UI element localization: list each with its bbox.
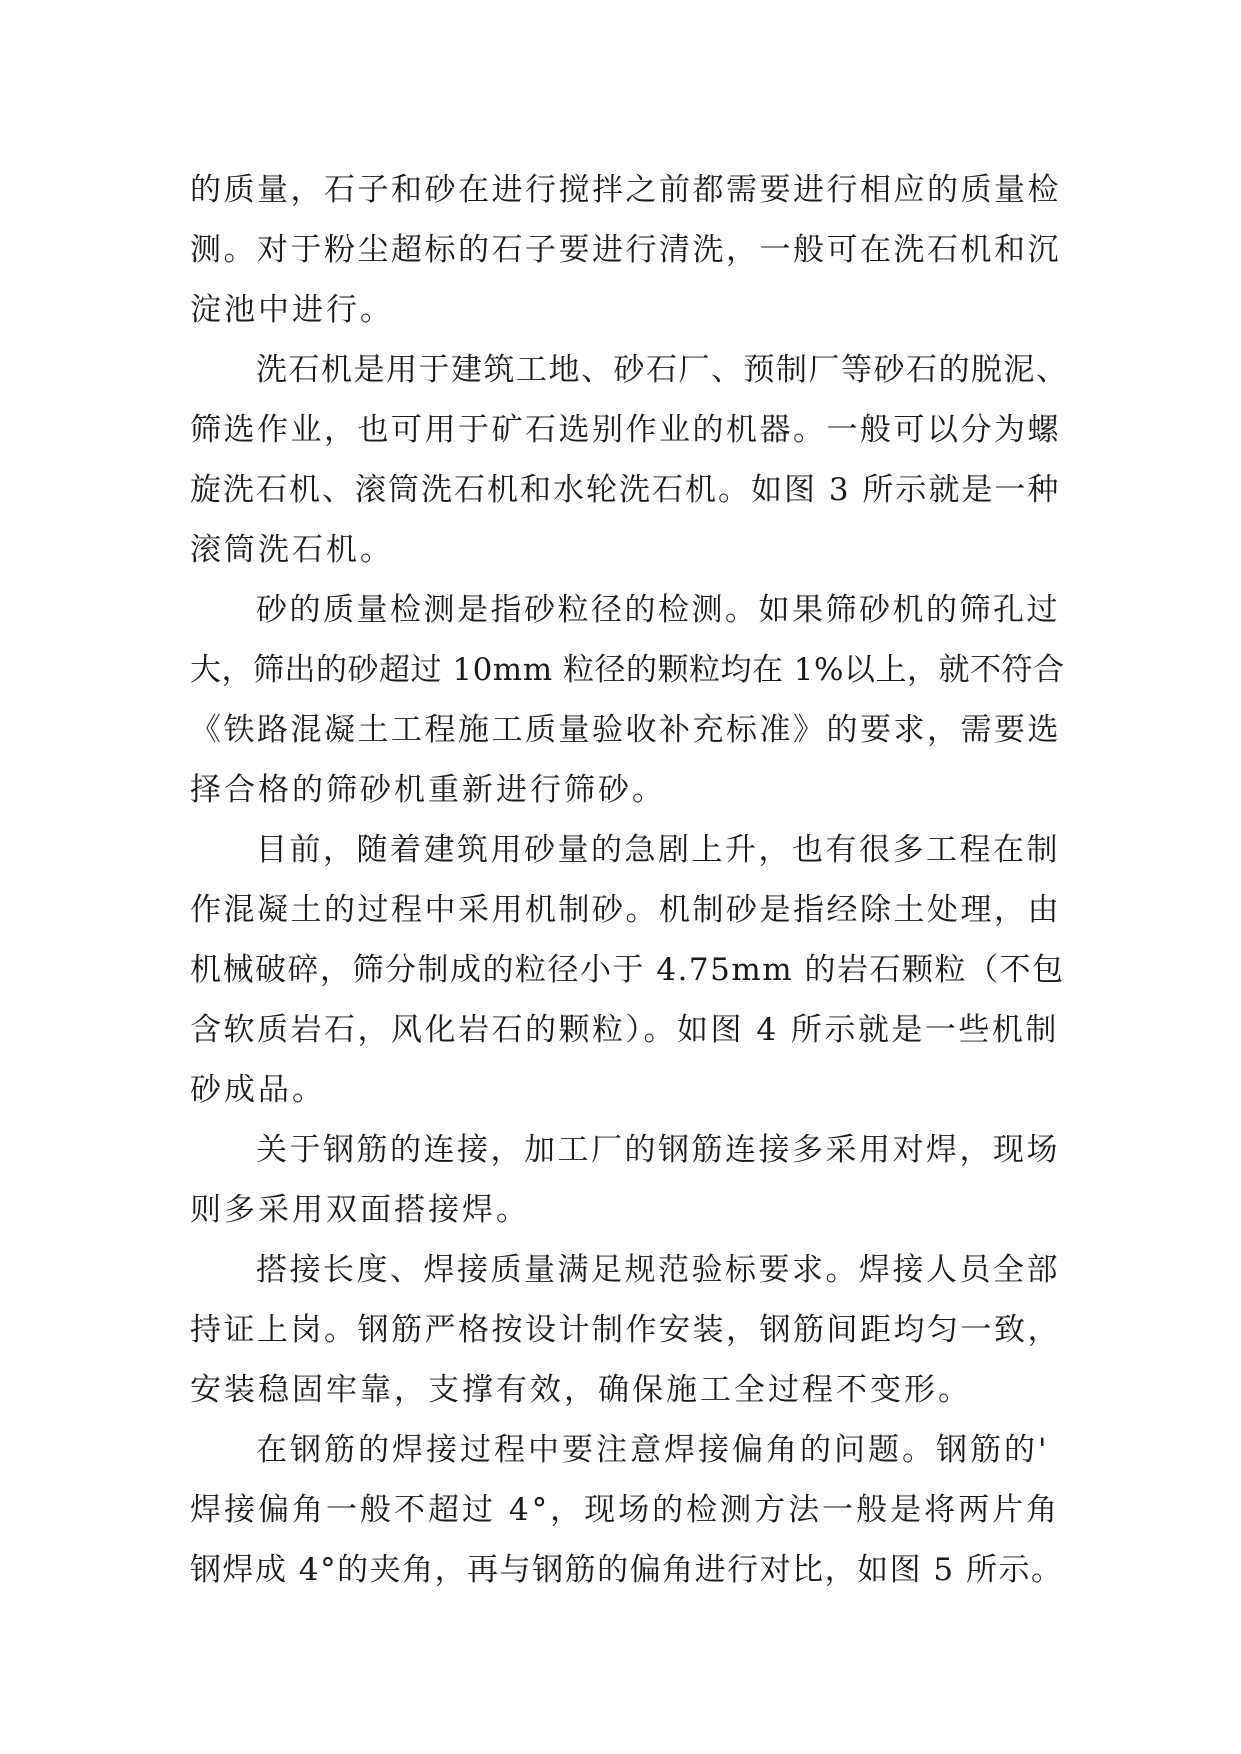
text-line: 目前，随着建筑用砂量的急剧上升，也有很多工程在制	[256, 832, 1060, 868]
paragraph-4	[190, 820, 1070, 1120]
text-line: 关于钢筋的连接，加工厂的钢筋连接多采用对焊，现场	[256, 1132, 1060, 1168]
text-line: 钢焊成 4°的夹角，再与钢筋的偏角进行对比，如图 5 所示。	[190, 1552, 1064, 1588]
text-line: 的质量，石子和砂在进行搅拌之前都需要进行相应的质量检	[190, 172, 1061, 208]
text-line: 机械破碎，筛分制成的粒径小于 4.75mm 的岩石颗粒（不包	[190, 952, 1065, 988]
text-line: 安装稳固牢靠，支撑有效，确保施工全过程不变形。	[190, 1372, 972, 1408]
text-line: 作混凝土的过程中采用机制砂。机制砂是指经除土处理，由	[190, 892, 1061, 928]
text-line: 搭接长度、焊接质量满足规范验标要求。焊接人员全部	[256, 1252, 1060, 1288]
text-line: 砂的质量检测是指砂粒径的检测。如果筛砂机的筛孔过	[256, 592, 1060, 628]
text-line: 持证上岗。钢筋严格按设计制作安装，钢筋间距均匀一致，	[190, 1312, 1061, 1348]
text-line: 择合格的筛砂机重新进行筛砂。	[190, 772, 666, 808]
text-line: 旋洗石机、滚筒洗石机和水轮洗石机。如图 3 所示就是一种	[190, 472, 1061, 508]
paragraph-6	[190, 1240, 1070, 1420]
text-line: 洗石机是用于建筑工地、砂石厂、预制厂等砂石的脱泥、	[256, 352, 1069, 388]
text-line: 大，筛出的砂超过 10mm 粒径的颗粒均在 1%以上，就不符合	[190, 652, 1065, 688]
text-line: 淀池中进行。	[190, 292, 394, 328]
text-line: 焊接偏角一般不超过 4°，现场的检测方法一般是将两片角	[190, 1492, 1061, 1528]
text-line: 测。对于粉尘超标的石子要进行清洗，一般可在洗石机和沉	[190, 232, 1061, 268]
paragraph-5	[190, 1120, 1070, 1240]
text-line: 含软质岩石，风化岩石的颗粒）。如图 4 所示就是一些机制	[190, 1012, 1059, 1048]
text-line: 则多采用双面搭接焊。	[190, 1192, 530, 1228]
text-line: 在钢筋的焊接过程中要注意焊接偏角的问题。钢筋的'	[256, 1432, 1050, 1468]
paragraph-7	[190, 1420, 1070, 1600]
text-line: 筛选作业，也可用于矿石选别作业的机器。一般可以分为螺	[190, 412, 1061, 448]
paragraph-2	[190, 340, 1070, 580]
document-body	[190, 160, 1070, 1600]
paragraph-3	[190, 580, 1070, 820]
text-line: 砂成品。	[190, 1072, 326, 1108]
text-line: 滚筒洗石机。	[190, 532, 394, 568]
text-line: 《铁路混凝土工程施工质量验收补充标准》的要求，需要选	[190, 712, 1061, 748]
paragraph-1	[190, 160, 1070, 340]
